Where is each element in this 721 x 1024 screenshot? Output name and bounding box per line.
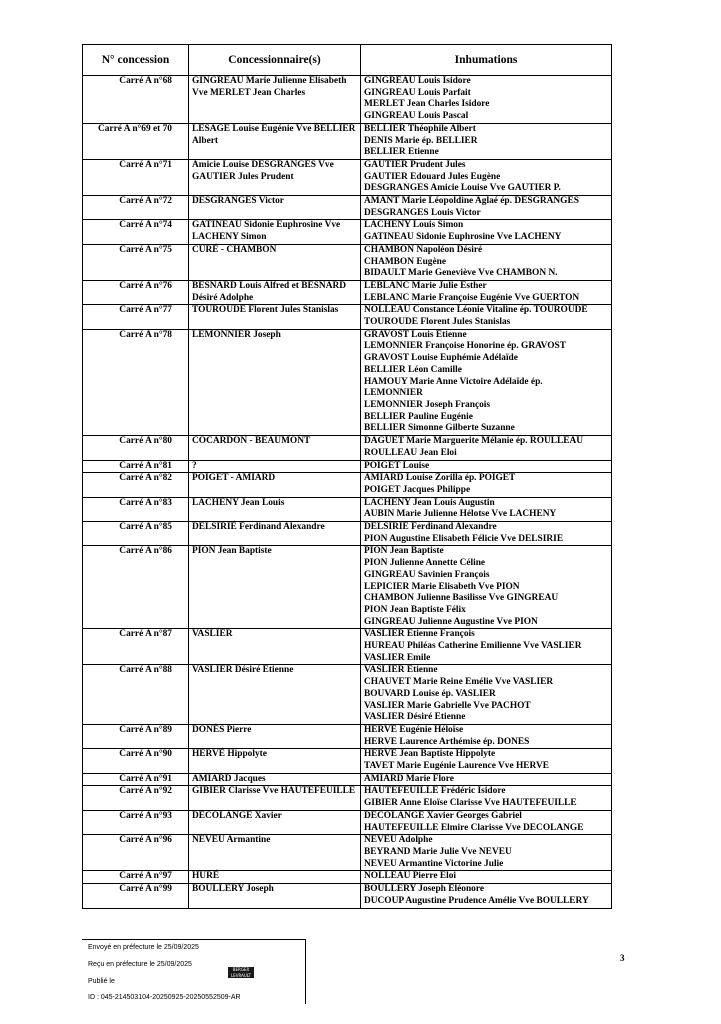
concession-holder: LESAGE Louise Eugénie Vve BELLIER Albert bbox=[189, 123, 361, 159]
concession-holder: ? bbox=[189, 460, 361, 473]
concession-number: Carré A n°85 bbox=[83, 522, 189, 546]
concession-holder: NEVEU Armantine bbox=[189, 835, 361, 871]
burial-entry: POIGET Louise bbox=[364, 460, 430, 471]
burials-cell bbox=[361, 835, 612, 871]
burials-cell bbox=[361, 196, 612, 220]
burials-cell bbox=[361, 749, 612, 773]
burial-entry: BELLIER Etienne bbox=[364, 147, 439, 158]
table-row bbox=[83, 665, 612, 725]
concession-holder: PION Jean Baptiste bbox=[189, 546, 361, 629]
concession-number: Carré A n°88 bbox=[83, 665, 189, 725]
burials-cell bbox=[361, 497, 612, 521]
burial-entry: HAMOUY Marie Anne Victoire Adélaïde ép. bbox=[364, 376, 543, 387]
concession-number: Carré A n°96 bbox=[83, 835, 189, 871]
burial-entry: DENIS Marie ép. BELLIER bbox=[364, 135, 478, 146]
header-concession-number: N° concession bbox=[83, 45, 189, 76]
header-holders: Concessionnaire(s) bbox=[189, 45, 361, 76]
table-row bbox=[83, 159, 612, 195]
concession-holder: TOUROUDE Florent Jules Stanislas bbox=[189, 305, 361, 329]
concession-holder: GIBIER Clarisse Vve HAUTEFEUILLE bbox=[189, 786, 361, 810]
concession-number: Carré A n°80 bbox=[83, 436, 189, 460]
burial-entry: AMANT Marie Léopoldine Aglaé ép. DESGRANGES bbox=[364, 196, 579, 207]
burials-cell bbox=[361, 871, 612, 884]
burials-cell bbox=[361, 76, 612, 124]
burial-entry: NOLLEAU Pierre Eloi bbox=[364, 871, 457, 882]
table-row bbox=[83, 473, 612, 497]
concession-holder: DONÈS Pierre bbox=[189, 724, 361, 748]
burial-entry: AMIARD Marie Flore bbox=[364, 773, 454, 784]
burials-cell bbox=[361, 460, 612, 473]
burial-entry: DAGUET Marie Marguerite Mélanie ép. ROULLEAU bbox=[364, 436, 584, 447]
concession-holder: DECOLANGE Xavier bbox=[189, 810, 361, 834]
burial-entry: GINGREAU Savinien François bbox=[364, 569, 490, 580]
concession-holder: DELSIRIÉ Ferdinand Alexandre bbox=[189, 522, 361, 546]
burial-entry: GRAVOST Louise Euphémie Adélaïde bbox=[364, 353, 518, 364]
concession-number: Carré A n°69 et 70 bbox=[83, 123, 189, 159]
concession-holder: COCARDON - BEAUMONT bbox=[189, 436, 361, 460]
table-body bbox=[83, 76, 612, 909]
concessions-table bbox=[82, 44, 612, 909]
table-row bbox=[83, 773, 612, 786]
stamp-published: Publié le bbox=[88, 978, 115, 985]
burial-entry: LEMONNIER Joseph François bbox=[364, 399, 491, 410]
table-row bbox=[83, 546, 612, 629]
burial-entry: DECOLANGE Xavier Georges Gabriel bbox=[364, 810, 522, 821]
burial-entry: LEBLANC Marie Françoise Eugénie Vve GUERTON bbox=[364, 292, 580, 303]
table-row bbox=[83, 835, 612, 871]
burial-entry: VASLIER Etienne bbox=[364, 665, 438, 676]
berger-levrault-logo: BERGER LEVRAULT bbox=[228, 967, 254, 978]
burial-entry: CHAMBON Eugène bbox=[364, 256, 447, 267]
burial-entry: NOLLEAU Constance Léonie Vitaline ép. TOUROUDE bbox=[364, 305, 588, 316]
concession-holder: VASLIER bbox=[189, 629, 361, 665]
burial-entry: PION Jean Baptiste bbox=[364, 546, 444, 557]
concession-holder: HERVÉ Hippolyte bbox=[189, 749, 361, 773]
concession-holder: BOULLERY Joseph bbox=[189, 884, 361, 908]
burials-cell bbox=[361, 123, 612, 159]
burial-entry: LACHENY Jean Louis Augustin bbox=[364, 497, 495, 508]
table-row bbox=[83, 786, 612, 810]
table-row bbox=[83, 884, 612, 908]
concession-number: Carré A n°90 bbox=[83, 749, 189, 773]
burials-cell bbox=[361, 244, 612, 280]
concession-holder: LACHENY Jean Louis bbox=[189, 497, 361, 521]
concession-number: Carré A n°81 bbox=[83, 460, 189, 473]
table-row bbox=[83, 280, 612, 304]
table-row bbox=[83, 244, 612, 280]
table-row bbox=[83, 123, 612, 159]
burial-entry: BIDAULT Marie Geneviève Vve CHAMBON N. bbox=[364, 268, 558, 279]
burial-entry: DESGRANGES Louis Victor bbox=[364, 207, 481, 218]
burial-entry: MERLET Jean Charles Isidore bbox=[364, 99, 490, 110]
stamp-id: ID : 045-214503104-20250925-20250552509-AR bbox=[88, 994, 241, 1001]
burial-entry: GAUTIER Prudent Jules bbox=[364, 159, 466, 170]
concession-number: Carré A n°97 bbox=[83, 871, 189, 884]
burials-cell bbox=[361, 629, 612, 665]
burial-entry: GIBIER Anne Éloïse Clarisse Vve HAUTEFEUILLE bbox=[364, 798, 577, 809]
concession-holder: GINGREAU Marie Julienne Elisabeth Vve MERLET Jean Charles bbox=[189, 76, 361, 124]
concession-number: Carré A n°74 bbox=[83, 220, 189, 244]
burial-entry: HAUTEFEUILLE Frédéric Isidore bbox=[364, 786, 506, 797]
burial-entry: VASLIER Marie Gabrielle Vve PACHOT bbox=[364, 700, 531, 711]
burials-cell bbox=[361, 884, 612, 908]
burial-entry: HERVÉ Eugénie Héloïse bbox=[364, 724, 464, 735]
burial-entry: BOULLERY Joseph Éléonore bbox=[364, 884, 484, 895]
concession-number: Carré A n°68 bbox=[83, 76, 189, 124]
burials-cell bbox=[361, 220, 612, 244]
burial-entry: LEBLANC Marie Julie Esther bbox=[364, 280, 487, 291]
burials-cell bbox=[361, 546, 612, 629]
burial-entry: NEVEU Adolphe bbox=[364, 835, 433, 846]
concession-number: Carré A n°72 bbox=[83, 196, 189, 220]
burial-entry: PION Jean Baptiste Félix bbox=[364, 604, 466, 615]
concession-holder: HURÉ bbox=[189, 871, 361, 884]
burial-entry: LEMONNIER Françoise Honorine ép. GRAVOST bbox=[364, 341, 566, 352]
table-row bbox=[83, 497, 612, 521]
table-row bbox=[83, 220, 612, 244]
concession-number: Carré A n°77 bbox=[83, 305, 189, 329]
burial-entry: CHAUVET Marie Reine Emélie Vve VASLIER bbox=[364, 677, 554, 688]
burials-cell bbox=[361, 773, 612, 786]
table-row bbox=[83, 810, 612, 834]
concession-holder: DESGRANGES Victor bbox=[189, 196, 361, 220]
burial-entry: DELSIRIÉ Ferdinand Alexandre bbox=[364, 522, 497, 533]
table-row bbox=[83, 460, 612, 473]
table-row bbox=[83, 305, 612, 329]
table-row bbox=[83, 724, 612, 748]
table-header-row bbox=[83, 45, 612, 76]
burial-entry: PION Augustine Elisabeth Félicie Vve DELSIRIÉ bbox=[364, 533, 564, 544]
concession-holder: VASLIER Désiré Etienne bbox=[189, 665, 361, 725]
burial-entry: NEVEU Armantine Victorine Julie bbox=[364, 858, 504, 869]
stamp-received-date: Reçu en préfecture le 25/09/2025 bbox=[88, 961, 192, 968]
burials-cell bbox=[361, 724, 612, 748]
burial-entry: VASLIER Désiré Etienne bbox=[364, 712, 466, 723]
table-row bbox=[83, 749, 612, 773]
header-burials: Inhumations bbox=[361, 45, 612, 76]
burials-cell bbox=[361, 305, 612, 329]
burial-entry: BEYRAND Marie Julie Vve NEVEU bbox=[364, 847, 512, 857]
burial-entry: GINGRÉAU Julienne Augustine Vve PION bbox=[364, 616, 538, 627]
concession-holder: LEMONNIER Joseph bbox=[189, 329, 361, 435]
table-row bbox=[83, 436, 612, 460]
table-row bbox=[83, 522, 612, 546]
burials-cell bbox=[361, 665, 612, 725]
burials-cell bbox=[361, 810, 612, 834]
burial-entry: BELLIER Théophile Albert bbox=[364, 123, 476, 134]
concession-number: Carré A n°86 bbox=[83, 546, 189, 629]
burial-entry: AMIARD Louise Zorilla ép. POIGET bbox=[364, 473, 516, 484]
concession-number: Carré A n°76 bbox=[83, 280, 189, 304]
burial-entry: GAUTIER Edouard Jules Eugène bbox=[364, 171, 501, 182]
prefecture-stamp bbox=[82, 939, 306, 1004]
burial-entry: HUREAU Philéas Catherine Emilienne Vve VASLIER bbox=[364, 641, 582, 652]
burials-cell bbox=[361, 159, 612, 195]
burial-entry: PION Julienne Annette Céline bbox=[364, 558, 486, 569]
concession-number: Carré A n°92 bbox=[83, 786, 189, 810]
concession-holder: POIGET - AMIARD bbox=[189, 473, 361, 497]
table-row bbox=[83, 629, 612, 665]
concession-number: Carré A n°99 bbox=[83, 884, 189, 908]
concession-number: Carré A n°71 bbox=[83, 159, 189, 195]
concession-number: Carré A n°91 bbox=[83, 773, 189, 786]
burial-entry: CHAMBON Julienne Basilisse Vve GINGRÉAU bbox=[364, 593, 559, 604]
burials-cell bbox=[361, 786, 612, 810]
burial-entry: GATINEAU Sidonie Euphrosine Vve LACHENY bbox=[364, 232, 562, 243]
table-row bbox=[83, 871, 612, 884]
burials-cell bbox=[361, 473, 612, 497]
concession-number: Carré A n°87 bbox=[83, 629, 189, 665]
burial-entry: POIGET Jacques Philippe bbox=[364, 484, 471, 495]
table-row bbox=[83, 196, 612, 220]
stamp-sent-date: Envoyé en préfecture le 25/09/2025 bbox=[88, 944, 199, 951]
burial-entry: LEPICIER Marie Elisabeth Vve PION bbox=[364, 581, 520, 592]
concession-holder: AMIARD Jacques bbox=[189, 773, 361, 786]
concession-holder: BESNARD Louis Alfred et BESNARD Désiré Adolphe bbox=[189, 280, 361, 304]
concession-number: Carré A n°93 bbox=[83, 810, 189, 834]
burial-entry: LEMONNIER bbox=[364, 388, 423, 399]
concession-holder: Amicie Louise DESGRANGES Vve GAUTIER Jules Prudent bbox=[189, 159, 361, 195]
burial-entry: DESGRANGES Amicie Louise Vve GAUTIER P. bbox=[364, 183, 561, 194]
burial-entry: DUCOUP Augustine Prudence Amélie Vve BOULLERY bbox=[364, 895, 589, 906]
table-row bbox=[83, 76, 612, 124]
concession-number: Carré A n°82 bbox=[83, 473, 189, 497]
concession-holder: CURÉ - CHAMBON bbox=[189, 244, 361, 280]
table-row bbox=[83, 329, 612, 435]
burial-entry: AUBIN Marie Julienne Hélotse Vve LACHENY bbox=[364, 509, 557, 520]
burial-entry: VASLIER Etienne François bbox=[364, 629, 475, 640]
concession-number: Carré A n°83 bbox=[83, 497, 189, 521]
burial-entry: HERVÉ Jean Baptiste Hippolyte bbox=[364, 749, 496, 760]
burial-entry: BELLIER Pauline Eugénie bbox=[364, 411, 473, 422]
burial-entry: TOUROUDE Florent Jules Stanislas bbox=[364, 317, 511, 328]
burials-cell bbox=[361, 329, 612, 435]
burial-entry: CHAMBON Napoléon Désiré bbox=[364, 244, 483, 255]
burial-entry: LACHENY Louis Simon bbox=[364, 220, 464, 231]
burial-entry: HAUTEFEUILLE Elmire Clarisse Vve DECOLANGE bbox=[364, 822, 584, 833]
concession-number: Carré A n°75 bbox=[83, 244, 189, 280]
burials-cell bbox=[361, 280, 612, 304]
burial-entry: GINGRÉAU Louis Isidore bbox=[364, 76, 471, 86]
page-number: 3 bbox=[620, 953, 625, 963]
burials-cell bbox=[361, 522, 612, 546]
burial-entry: BELLIER Simonne Gilberte Suzanne bbox=[364, 423, 515, 434]
burial-entry: ROULLEAU Jean Eloi bbox=[364, 447, 457, 458]
burials-cell bbox=[361, 436, 612, 460]
burial-entry: VASLIER Emile bbox=[364, 652, 431, 663]
burial-entry: HERVÉ Laurence Arthémise ép. DONÈS bbox=[364, 736, 530, 747]
burial-entry: TAVET Marie Eugénie Laurence Vve HERVÉ bbox=[364, 761, 550, 772]
burial-entry: GINGRÉAU Louis Parfait bbox=[364, 87, 471, 98]
burial-entry: GINGRÉAU Louis Pascal bbox=[364, 111, 469, 122]
burial-entry: GRAVOST Louis Etienne bbox=[364, 329, 467, 340]
burial-entry: BELLIER Léon Camille bbox=[364, 364, 462, 375]
concession-number: Carré A n°89 bbox=[83, 724, 189, 748]
concession-holder: GATINEAU Sidonie Euphrosine Vve LACHENY Simon bbox=[189, 220, 361, 244]
burial-entry: BOUVARD Louise ép. VASLIER bbox=[364, 688, 496, 699]
concession-number: Carré A n°78 bbox=[83, 329, 189, 435]
